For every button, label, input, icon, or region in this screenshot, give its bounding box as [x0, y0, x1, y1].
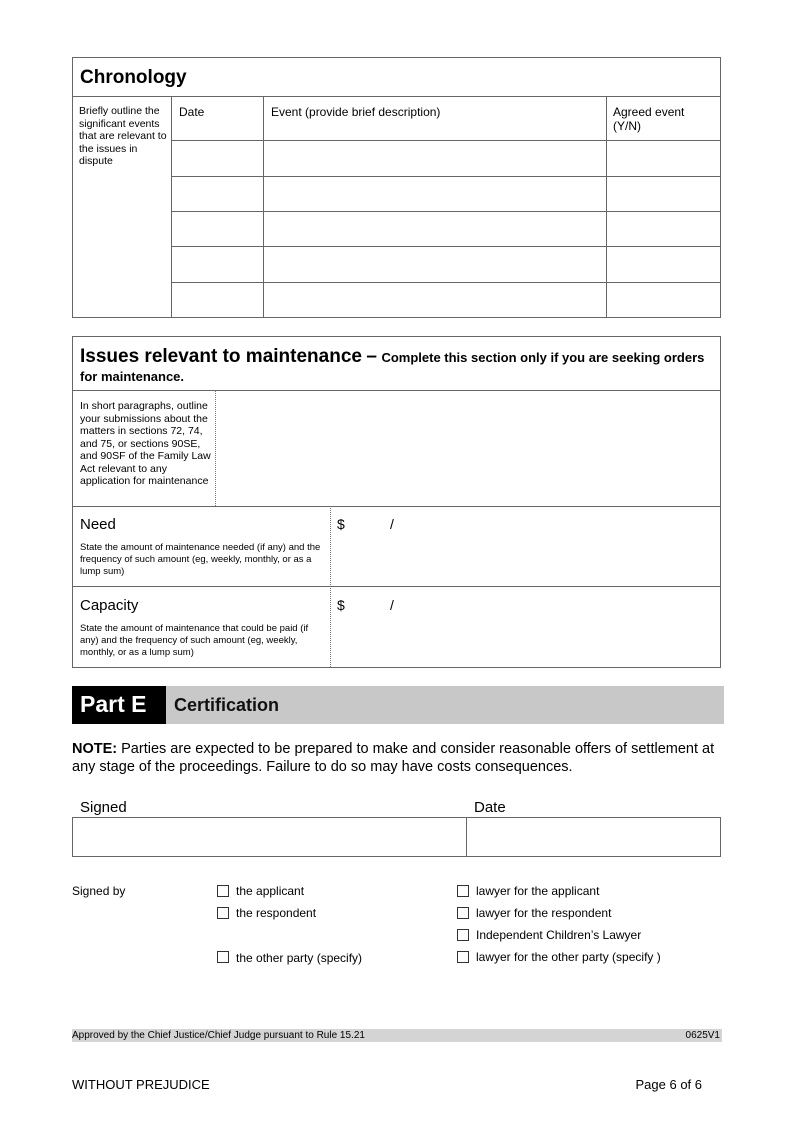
- approval-text: Approved by the Chief Justice/Chief Judge pursuant to Rule 15.21: [72, 1030, 365, 1041]
- checkbox-icl[interactable]: [457, 929, 469, 941]
- chronology-row-2-agreed[interactable]: [613, 187, 713, 201]
- chronology-instruction: Briefly outline the significant events that are relevant to the issues in dispute: [79, 105, 167, 167]
- chronology-row-1-event[interactable]: [270, 151, 606, 165]
- chronology-row-3-agreed[interactable]: [613, 222, 713, 236]
- checkbox-other-party[interactable]: [217, 951, 229, 963]
- chronology-row-4-agreed[interactable]: [613, 257, 713, 271]
- need-label: Need: [80, 516, 116, 533]
- note-label: NOTE:: [72, 741, 118, 757]
- chronology-header-event: Event (provide brief description): [271, 105, 441, 119]
- note-text: Parties are expected to be prepared to make and consider reasonable offers of settlement at any stage of the proceedings. Failure to do so may have costs consequences.: [72, 741, 715, 775]
- maintenance-dash: –: [366, 346, 377, 367]
- checkbox-lawyer-respondent[interactable]: [457, 907, 469, 919]
- chronology-row-5-agreed[interactable]: [613, 293, 713, 307]
- maintenance-submissions-field[interactable]: [217, 391, 720, 505]
- form-code: 0625V1: [685, 1030, 720, 1041]
- date-label: Date: [474, 799, 506, 816]
- capacity-description: State the amount of maintenance that could be paid (if any) and the frequency of such amount (eg, weekly, monthly, or as a lump sum): [80, 623, 309, 658]
- checkbox-lawyer-other-party[interactable]: [457, 951, 469, 963]
- need-description: State the amount of maintenance needed (if any) and the frequency of such amount (eg, weekly, monthly, or as a lump sum): [80, 542, 321, 577]
- chronology-row-1[interactable]: [172, 141, 720, 175]
- maintenance-heading: [80, 346, 716, 368]
- checkbox-other-party-label: the other party (specify): [236, 951, 363, 965]
- page-number: Page 6 of 6: [635, 1077, 702, 1092]
- chronology-row-2-date[interactable]: [178, 187, 262, 201]
- capacity-amount-field[interactable]: [332, 587, 720, 666]
- need-currency: $: [337, 516, 345, 532]
- checkbox-lawyer-applicant-label: lawyer for the applicant: [476, 884, 600, 898]
- need-separator: /: [390, 516, 394, 532]
- certification-title: Certification: [174, 695, 280, 715]
- checkbox-applicant-label: the applicant: [236, 884, 305, 898]
- maintenance-subtitle-a: Complete this section only if you are seeking orders: [381, 350, 705, 365]
- chronology-row-1-agreed[interactable]: [613, 151, 713, 165]
- date-field[interactable]: [466, 817, 721, 857]
- chronology-title: Chronology: [80, 67, 187, 88]
- chronology-row-4-event[interactable]: [270, 257, 606, 271]
- chronology-row-2-event[interactable]: [270, 187, 606, 201]
- part-e-label: [72, 686, 166, 724]
- signed-label: Signed: [80, 799, 127, 816]
- checkbox-lawyer-other-party-label: lawyer for the other party (specify ): [476, 950, 661, 964]
- capacity-separator: /: [390, 597, 394, 613]
- maintenance-instruction: In short paragraphs, outline your submissions about the matters in sections 72, 74, and 75, or sections 90SE, and 90SF of the Family Law Act relevant to any application for maintenance: [80, 400, 211, 487]
- chronology-row-3-date[interactable]: [178, 222, 262, 236]
- maintenance-subtitle-b: for maintenance.: [80, 369, 185, 384]
- chronology-header-agreed: Agreed event (Y/N): [613, 105, 685, 133]
- signature-field[interactable]: [72, 817, 467, 857]
- checkbox-respondent[interactable]: [217, 907, 229, 919]
- checkbox-lawyer-respondent-label: lawyer for the respondent: [476, 906, 612, 920]
- part-e-label-text: Part E: [80, 691, 147, 717]
- chronology-row-4[interactable]: [172, 247, 720, 281]
- capacity-currency: $: [337, 597, 345, 613]
- chronology-row-3-event[interactable]: [270, 222, 606, 236]
- chronology-row-5-date[interactable]: [178, 293, 262, 307]
- chronology-row-1-date[interactable]: [178, 151, 262, 165]
- checkbox-lawyer-applicant[interactable]: [457, 885, 469, 897]
- maintenance-title: Issues relevant to maintenance: [80, 346, 362, 367]
- part-e-band: [72, 686, 724, 724]
- chronology-header-date: Date: [179, 105, 205, 119]
- checkbox-applicant[interactable]: [217, 885, 229, 897]
- chronology-row-2[interactable]: [172, 177, 720, 210]
- signed-by-label: Signed by: [72, 884, 126, 898]
- note: [72, 740, 722, 776]
- chronology-row-5[interactable]: [172, 283, 720, 317]
- chronology-row-3[interactable]: [172, 212, 720, 245]
- checkbox-icl-label: Independent Children’s Lawyer: [476, 928, 642, 942]
- chronology-row-4-date[interactable]: [178, 257, 262, 271]
- checkbox-respondent-label: the respondent: [236, 906, 317, 920]
- need-amount-field[interactable]: [332, 507, 720, 585]
- without-prejudice: WITHOUT PREJUDICE: [72, 1077, 210, 1092]
- capacity-label: Capacity: [80, 597, 139, 614]
- chronology-row-5-event[interactable]: [270, 293, 606, 307]
